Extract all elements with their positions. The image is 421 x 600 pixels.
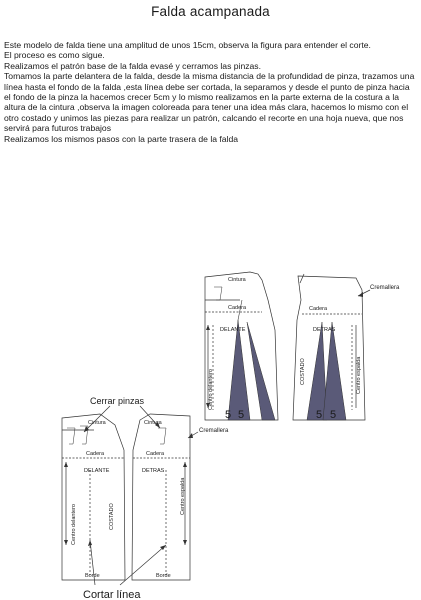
lower-front-cintura-label: Cintura [88,420,106,426]
upper-back-costado-label: COSTADO [300,358,306,385]
upper-front-center-label: Centro delantero [208,369,214,410]
paragraph-base: Realizamos el patrón base de la falda evasé y cerramos las pinzas. [4,60,261,71]
upper-front-gore-2 [247,322,275,420]
upper-back-gore-1 [307,322,327,420]
paragraph-back: Realizamos los mismos pasos con la parte trasera de la falda [4,133,239,144]
upper-back-cadera-label: Cadera [309,306,328,312]
upper-front-gore-1 [228,320,250,420]
lower-back-piece-label: DETRAS [142,468,165,474]
upper-back-added-2: 5 [330,409,337,421]
lower-back-cintura-label: Cintura [144,420,162,426]
upper-back-piece-label: DETRAS [313,327,336,333]
lower-front-piece-label: DELANTE [84,468,110,474]
upper-front-added-2: 5 [238,409,245,421]
lower-back-center-label: Centro espalda [180,477,186,515]
cerrar-pinzas-label: Cerrar pinzas [90,396,145,406]
lower-costado-label: COSTADO [109,503,115,530]
page-title: Falda acampanada [151,4,270,19]
lower-back-borde-label: Borde [156,573,171,579]
upper-front-cadera-label: Cadera [228,305,247,311]
upper-front-added-1: 5 [225,409,232,421]
paragraph-front: Tomamos la parte delantera de la falda, desde la misma distancia de la profundidad de pinza, trazamos una línea hasta el fondo de la falda ,esta línea debe ser cortada, la separamos y desde el punto de pinza hacia el fondo de la pinza la hacemos crecer 5cm y lo mismo realizamos en la parte externa de la costura a la altura de la cintura ,observa la imagen coloreada para tener una idea más clara, hacemos lo mismo con el otro costado y unimos las piezas para realizar un patrón, calcando el recorte en una hoja nueva, que nos servirá para futuros trabajos [4,71,415,134]
lower-back-cadera-label: Cadera [146,451,165,457]
lower-front-cadera-label: Cadera [86,451,105,457]
lower-front-piece [62,414,125,580]
upper-cremallera-label: Cremallera [370,285,400,291]
upper-back-center-label: Centro espalda [356,356,362,394]
lower-front-borde-label: Borde [85,573,100,579]
upper-front-piece-label: DELANTE [220,327,246,333]
paragraph-process: El proceso es como sigue. [4,50,105,61]
upper-back-gore-2 [323,322,346,420]
upper-front-cintura-label: Cintura [228,277,246,283]
paragraph-intro: Este modelo de falda tiene una amplitud de unos 15cm, observa la figura para entender el corte. [4,40,371,50]
upper-back-added-1: 5 [316,409,323,421]
cortar-linea-label: Cortar línea [83,589,141,600]
lower-front-center-label: Centro delantero [71,504,77,545]
lower-cremallera-label: Cremallera [199,428,229,434]
